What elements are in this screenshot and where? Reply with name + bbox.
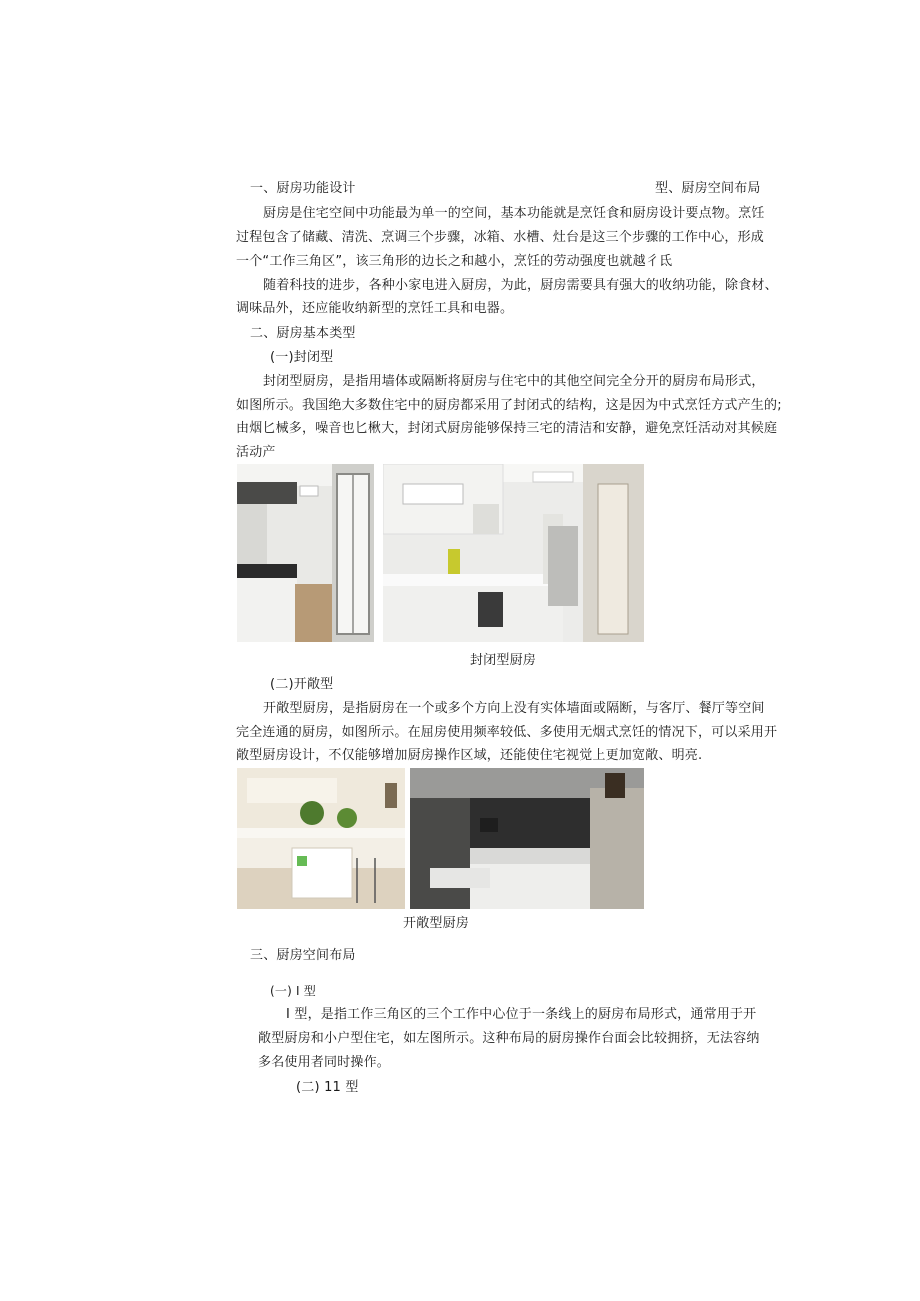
closed-kitchen-photo-2 [383,464,644,642]
paragraph-line: 随着科技的进步，各种小家电进入厨房，为此，厨房需要具有强大的收纳功能，除食材、 [263,278,778,293]
paragraph-line: 敞型厨房和小户型住宅，如左图所示。这种布局的厨房操作台面会比较拥挤，无法容纳 [258,1031,760,1046]
open-kitchen-photo-1 [237,768,405,909]
section-heading-types: 二、厨房基本类型 [250,326,356,341]
section-heading-function: 一、厨房功能设计 [250,181,356,196]
subheading-i-type: (一) I 型 [270,984,316,998]
paragraph-line: 敞型厨房设计，不仅能够增加厨房操作区域，还能使住宅视觉上更加宽敞、明亮. [236,748,703,763]
paragraph-line: 一个“工作三角区”，该三角形的边长之和越小，烹饪的劳动强度也就越彳氐 [236,254,673,269]
open-kitchen-photo-2 [410,768,644,909]
paragraph-line: 多名使用者同时操作。 [258,1055,391,1070]
subheading-open: (二)开敞型 [270,677,334,692]
paragraph-line: 如图所示。我国绝大多数住宅中的厨房都采用了封闭式的结构，这是因为中式烹饪方式产生的; [236,398,782,413]
closed-kitchen-photo-1 [237,464,374,642]
paragraph-line: I 型，是指工作三角区的三个工作中心位于一条线上的厨房布局形式，通常用于开 [286,1007,757,1022]
paragraph-line: 封闭型厨房，是指用墙体或隔断将厨房与住宅中的其他空间完全分开的厨房布局形式， [263,374,765,389]
paragraph-line: 完全连通的厨房，如图所示。在屈房使用频率较低、多使用无烟式烹饪的情况下，可以采用开 [236,725,778,740]
paragraph-line: 厨房是住宅空间中功能最为单一的空间，基本功能就是烹饪食和厨房设计要点物。烹饪 [263,206,765,221]
subheading-closed: (一)封闭型 [270,350,334,365]
paragraph-line: 活动产 [236,445,276,460]
subheading-ii-type: (二) 11 型 [296,1080,359,1095]
section-heading-layout: 三、厨房空间布局 [250,948,356,963]
paragraph-line: 由烟匕械多，噪音也匕楸大，封闭式厨房能够保持三宅的清洁和安静，避免烹饪活动对其候庭 [236,421,778,436]
figure-caption-closed: 封闭型厨房 [470,653,537,668]
paragraph-line: 过程包含了储藏、清洗、烹调三个步骤，冰箱、水槽、灶台是这三个步骤的工作中心，形成 [236,230,765,245]
paragraph-line: 调味品外，还应能收纳新型的烹饪工具和电器。 [236,301,514,316]
figure-caption-open: 开敞型厨房 [403,916,470,931]
running-header-right: 型、厨房空间布局 [655,181,761,196]
paragraph-line: 开敞型厨房，是指厨房在一个或多个方向上没有实体墙面或隔断，与客厅、餐厅等空间 [263,701,765,716]
